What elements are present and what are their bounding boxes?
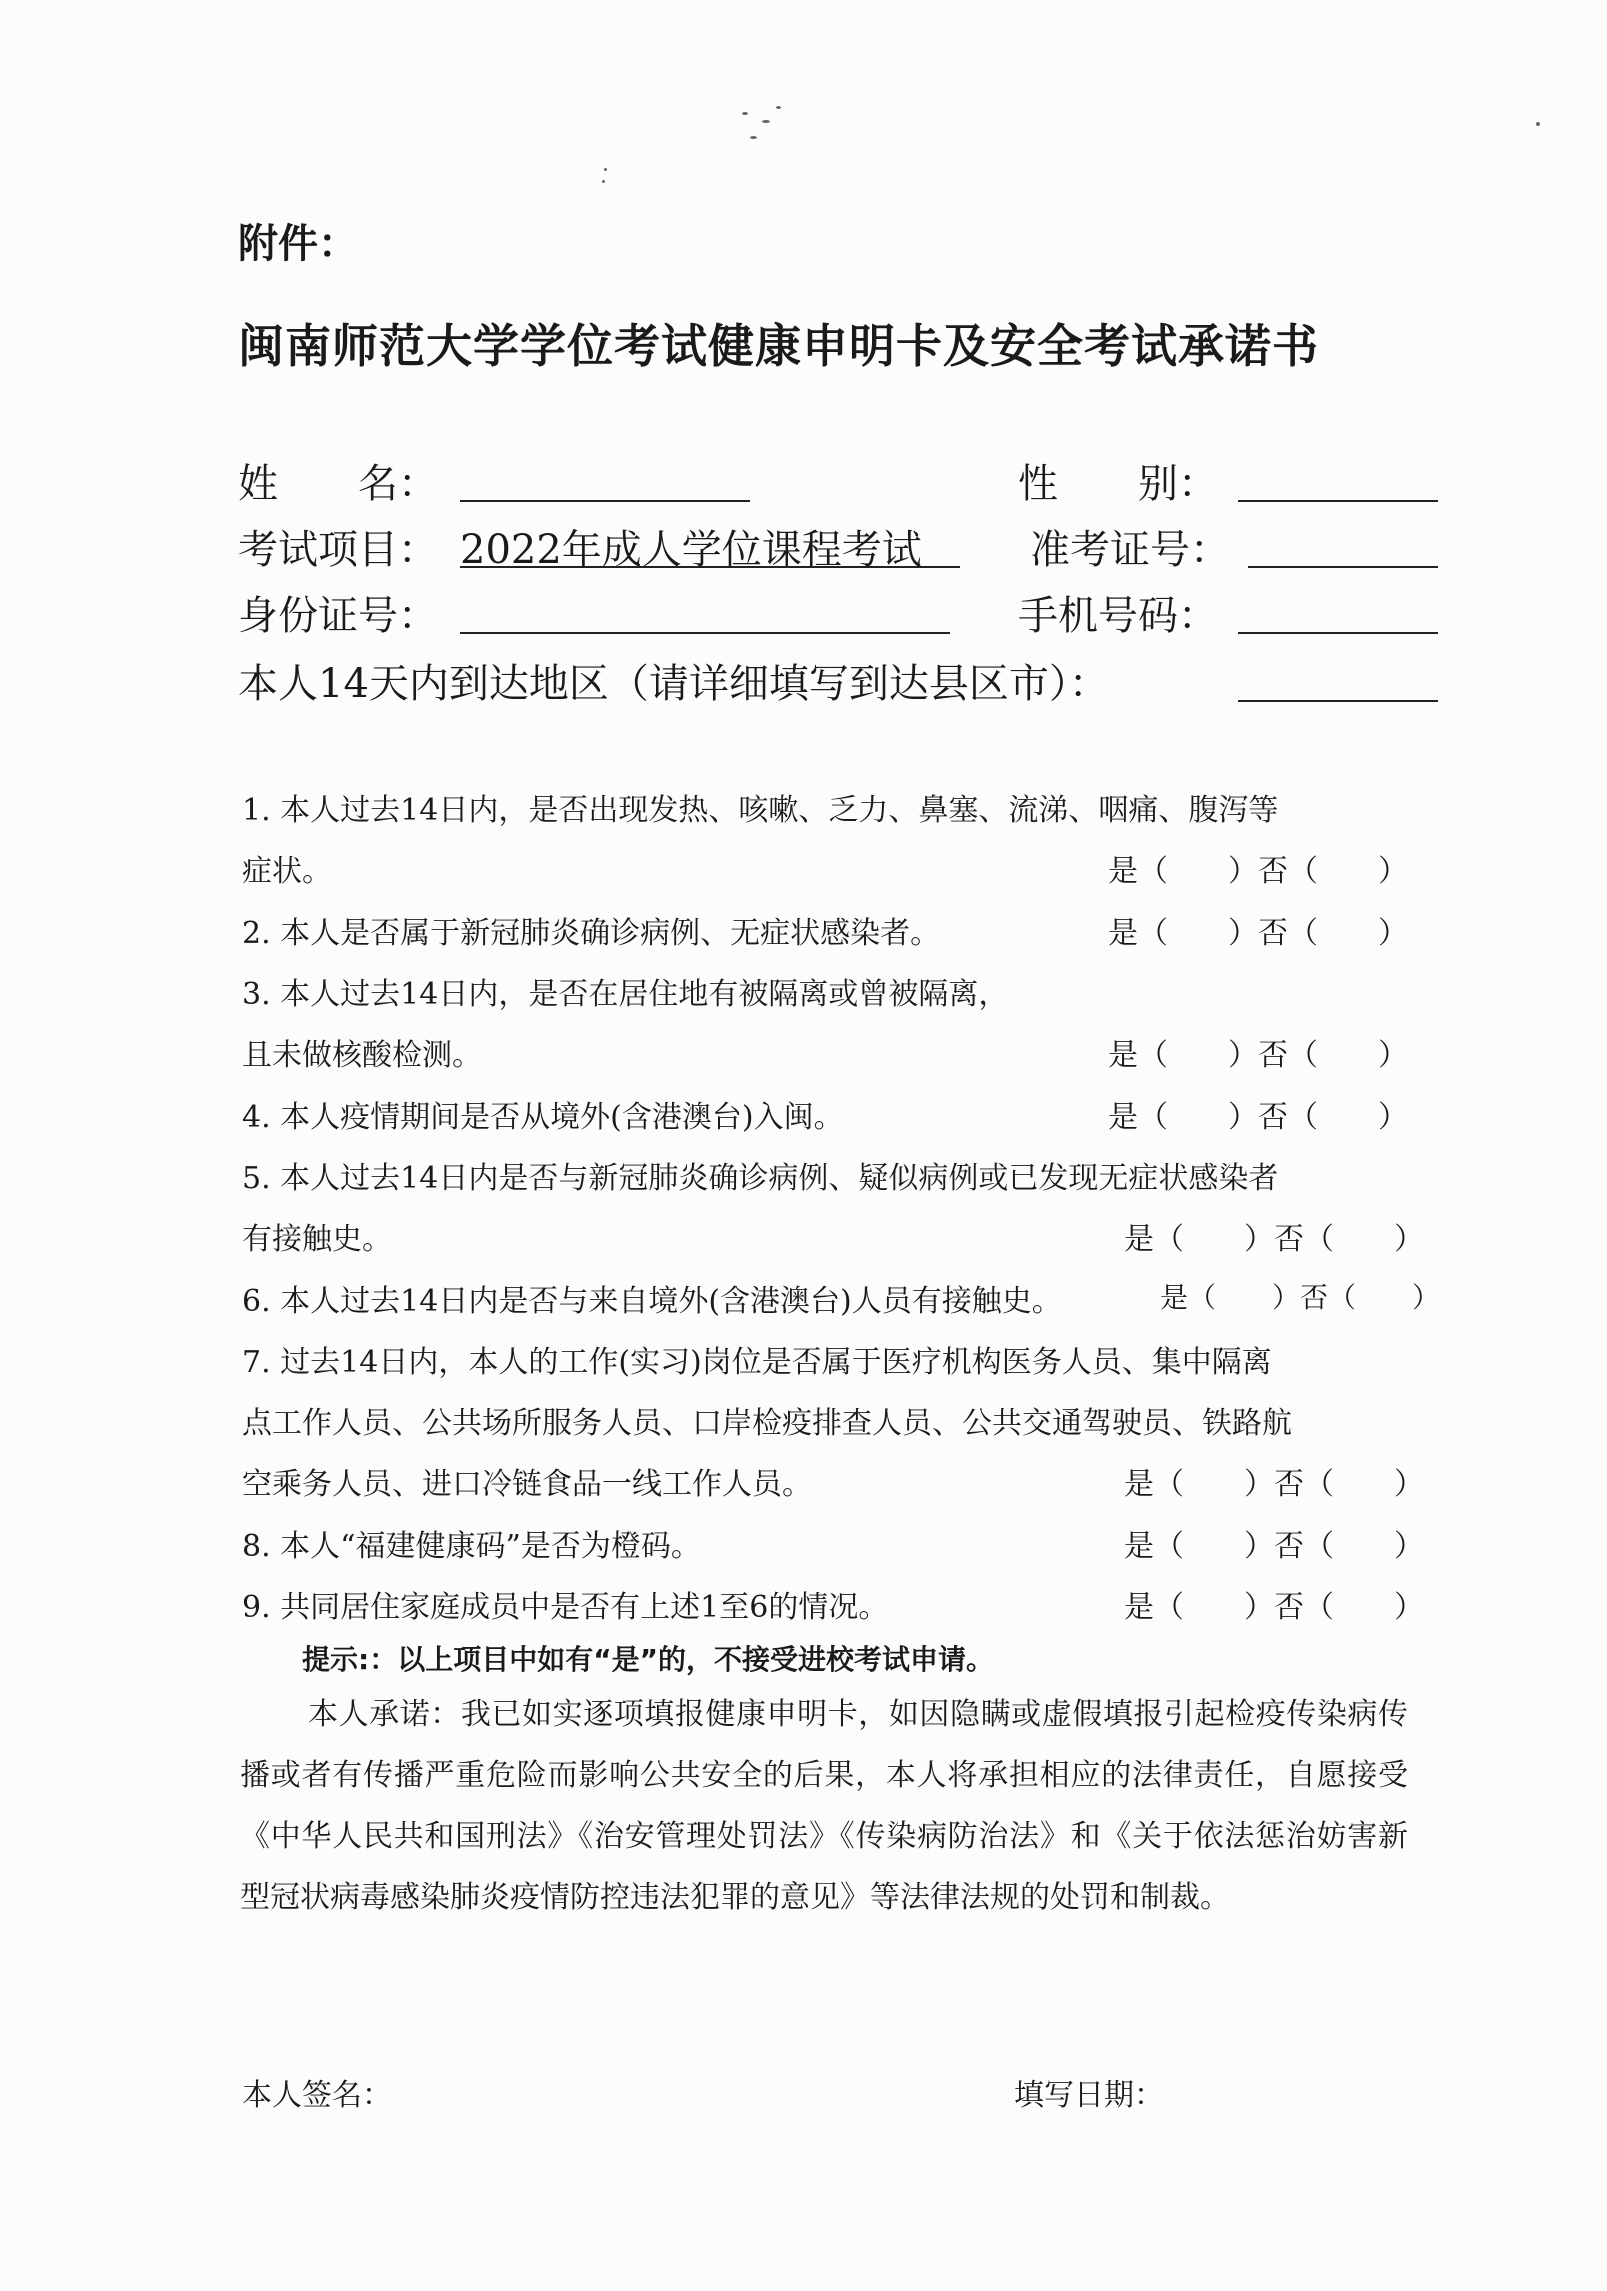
phone-label: 手机号码： xyxy=(1018,593,1218,639)
question-5-answer[interactable]: 是（ ）否（ ） xyxy=(1124,1222,1424,1257)
id-label: 身份证号： xyxy=(238,593,438,639)
question-6-answer[interactable]: 是（ ）否（ ） xyxy=(1160,1281,1441,1314)
phone-field[interactable] xyxy=(1238,632,1438,634)
question-1-line-2: 症状。 xyxy=(242,854,332,889)
date-label: 填写日期： xyxy=(1014,2078,1164,2113)
promise-paragraph: 本人承诺：我已如实逐项填报健康申明卡，如因隐瞒或虚假填报引起检疫传染病传播或者有传播严重危险而影响公共安全的后果，本人将承担相应的法律责任，自愿接受《中华人民共和国刑法》《治安管理处罚法》《传染病防治法》和《关于依法惩治妨害新型冠状病毒感染肺炎疫情防控违法犯罪的意见》等法律法规的处罚和制裁。 xyxy=(240,1697,1408,1915)
question-7-answer[interactable]: 是（ ）否（ ） xyxy=(1124,1467,1424,1502)
project-value: 2022年成人学位课程考试 xyxy=(460,527,922,573)
scan-speck xyxy=(1536,122,1540,126)
project-underline xyxy=(460,566,960,568)
question-3-answer[interactable]: 是（ ）否（ ） xyxy=(1108,1038,1408,1073)
question-1-line-1: 1. 本人过去14日内，是否出现发热、咳嗽、乏力、鼻塞、流涕、咽痛、腹泻等 xyxy=(242,793,1279,828)
scan-speck xyxy=(762,120,770,123)
question-7-line-1: 7. 过去14日内，本人的工作(实习)岗位是否属于医疗机构医务人员、集中隔离 xyxy=(242,1345,1272,1380)
region-field[interactable] xyxy=(1238,700,1438,702)
signature-field[interactable] xyxy=(400,2064,900,2108)
scan-speck xyxy=(604,168,607,171)
question-3-line-1: 3. 本人过去14日内，是否在居住地有被隔离或曾被隔离， xyxy=(242,977,1009,1012)
attachment-label: 附件： xyxy=(238,221,358,267)
document-title: 闽南师范大学学位考试健康申明卡及安全考试承诺书 xyxy=(238,319,1319,373)
question-1-answer[interactable]: 是（ ）否（ ） xyxy=(1108,854,1408,889)
name-field[interactable] xyxy=(460,500,750,502)
question-2-line-1: 2. 本人是否属于新冠肺炎确诊病例、无症状感染者。 xyxy=(242,916,941,951)
ticket-field[interactable] xyxy=(1248,566,1438,568)
scan-speck xyxy=(602,180,605,183)
date-field[interactable] xyxy=(1170,2064,1430,2108)
question-5-line-1: 5. 本人过去14日内是否与新冠肺炎确诊病例、疑似病例或已发现无症状感染者 xyxy=(242,1161,1279,1196)
region-label: 本人14天内到达地区（请详细填写到达县区市）： xyxy=(238,661,1109,707)
scan-speck xyxy=(776,106,781,109)
signature-label: 本人签名： xyxy=(242,2078,392,2113)
project-label: 考试项目： xyxy=(238,527,438,573)
question-8-answer[interactable]: 是（ ）否（ ） xyxy=(1124,1529,1424,1564)
question-4-line-1: 4. 本人疫情期间是否从境外(含港澳台)入闽。 xyxy=(242,1100,844,1135)
question-8-line-1: 8. 本人“福建健康码”是否为橙码。 xyxy=(242,1529,701,1564)
question-7-line-3: 空乘务人员、进口冷链食品一线工作人员。 xyxy=(242,1467,812,1502)
gender-field[interactable] xyxy=(1238,500,1438,502)
question-9-line-1: 9. 共同居住家庭成员中是否有上述1至6的情况。 xyxy=(242,1590,889,1625)
scan-speck xyxy=(750,136,757,139)
question-7-line-2: 点工作人员、公共场所服务人员、口岸检疫排查人员、公共交通驾驶员、铁路航 xyxy=(242,1406,1292,1441)
name-label: 姓 名： xyxy=(238,461,438,507)
question-9-answer[interactable]: 是（ ）否（ ） xyxy=(1124,1590,1424,1625)
question-4-answer[interactable]: 是（ ）否（ ） xyxy=(1108,1100,1408,1135)
question-3-line-2: 且未做核酸检测。 xyxy=(242,1038,482,1073)
gender-label: 性 别： xyxy=(1018,461,1218,507)
promise-block xyxy=(240,1684,1408,1928)
id-field[interactable] xyxy=(460,632,950,634)
tip-note: 提示:：以上项目中如有“是”的，不接受进校考试申请。 xyxy=(302,1643,995,1676)
question-5-line-2: 有接触史。 xyxy=(242,1222,392,1257)
question-6-line-1: 6. 本人过去14日内是否与来自境外(含港澳台)人员有接触史。 xyxy=(242,1284,1062,1319)
ticket-label: 准考证号： xyxy=(1030,527,1230,573)
question-2-answer[interactable]: 是（ ）否（ ） xyxy=(1108,916,1408,951)
scan-speck xyxy=(742,112,748,115)
